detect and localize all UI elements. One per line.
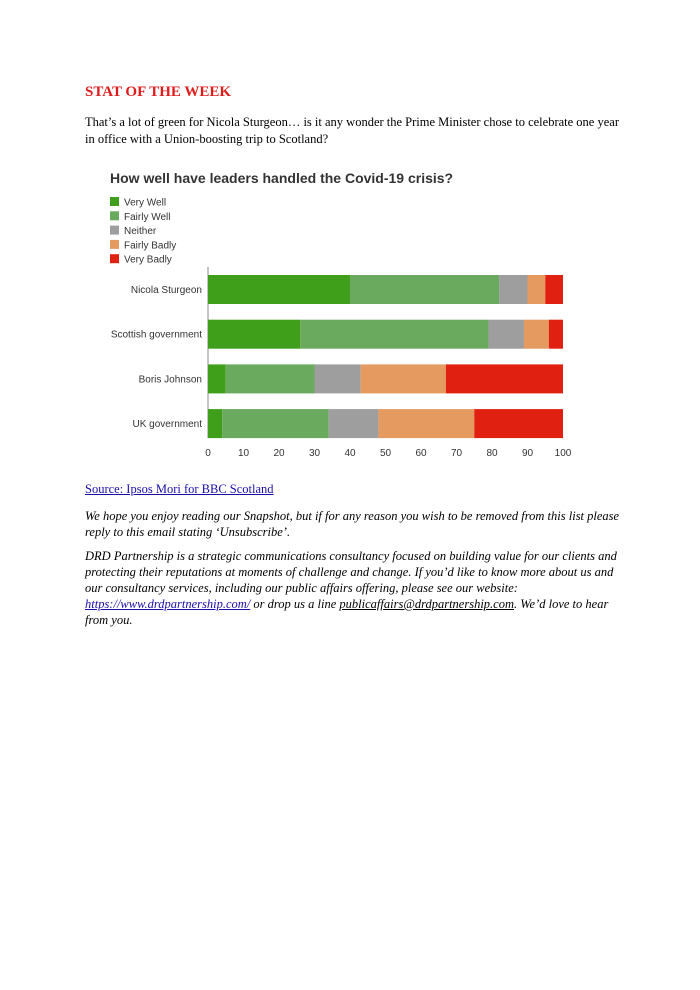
bar-segment <box>208 275 350 304</box>
x-tick-label: 0 <box>205 448 211 459</box>
category-label: Scottish government <box>110 329 202 341</box>
category-label: UK government <box>132 419 202 431</box>
legend-swatch <box>110 226 119 235</box>
bar-segment <box>549 320 563 349</box>
about-text-before: DRD Partnership is a strategic communications consultancy focused on building value for our clients and protecting their reputations at moments of challenge and change. If you’d like to know more about us and our consultancy services, including our public affairs offering, please see our website: <box>85 549 617 595</box>
chart-title: How well have leaders handled the Covid-19 crisis? <box>110 170 454 186</box>
x-tick-label: 100 <box>554 448 572 459</box>
category-label: Nicola Sturgeon <box>130 285 202 296</box>
x-tick-label: 80 <box>486 448 498 459</box>
about-paragraph <box>85 548 620 628</box>
bar-segment <box>361 364 446 393</box>
bar-segment <box>378 409 474 438</box>
website-link[interactable]: https://www.drdpartnership.com/ <box>85 597 251 611</box>
x-tick-label: 10 <box>237 448 250 459</box>
email-link[interactable]: publicaffairs@drdpartnership.com <box>339 597 515 611</box>
bar-segment <box>315 364 361 393</box>
x-tick-label: 40 <box>344 448 356 459</box>
legend-swatch <box>110 254 119 263</box>
bar-segment <box>528 275 546 304</box>
section-heading: STAT OF THE WEEK <box>85 84 232 100</box>
bar-segment <box>208 364 226 393</box>
about-text-after: . We’d love to hear from you. <box>85 597 609 627</box>
bar-segment <box>208 409 222 438</box>
bar-segment <box>446 364 563 393</box>
bar-segment <box>524 320 549 349</box>
legend-swatch <box>110 240 119 249</box>
intro-paragraph: That’s a lot of green for Nicola Sturgeon… is it any wonder the Prime Minister chose to celebrate one year in office with a Union-boosting trip to Scotland? <box>85 115 619 146</box>
bar-segment <box>474 409 563 438</box>
bar-segment <box>488 320 524 349</box>
unsubscribe-paragraph: We hope you enjoy reading our Snapshot, but if for any reason you wish to be removed from this list please reply to this email stating ‘Unsubscribe’. <box>85 509 620 539</box>
x-tick-label: 30 <box>308 448 321 459</box>
legend-label: Fairly Well <box>124 211 171 223</box>
bar-segment <box>300 320 488 349</box>
legend-swatch <box>110 211 119 220</box>
stacked-bar-chart <box>100 162 580 462</box>
x-tick-label: 50 <box>379 448 392 459</box>
bar-segment <box>226 364 315 393</box>
x-tick-label: 90 <box>521 448 534 459</box>
x-tick-label: 70 <box>450 448 463 459</box>
x-tick-label: 60 <box>415 448 427 459</box>
legend-label: Very Badly <box>124 254 172 266</box>
bar-segment <box>208 320 300 349</box>
about-text-middle: or drop us a line <box>250 597 340 611</box>
category-label: Boris Johnson <box>138 374 202 386</box>
x-tick-label: 20 <box>273 448 285 459</box>
source-link[interactable]: Source: Ipsos Mori for BBC Scotland <box>85 482 274 496</box>
bar-segment <box>545 275 563 304</box>
bar-segment <box>350 275 499 304</box>
legend-swatch <box>110 197 119 206</box>
bar-segment <box>499 275 527 304</box>
legend-label: Neither <box>124 226 157 238</box>
legend-label: Fairly Badly <box>124 240 177 252</box>
bar-segment <box>222 409 329 438</box>
bar-segment <box>329 409 379 438</box>
legend-label: Very Well <box>124 197 167 209</box>
